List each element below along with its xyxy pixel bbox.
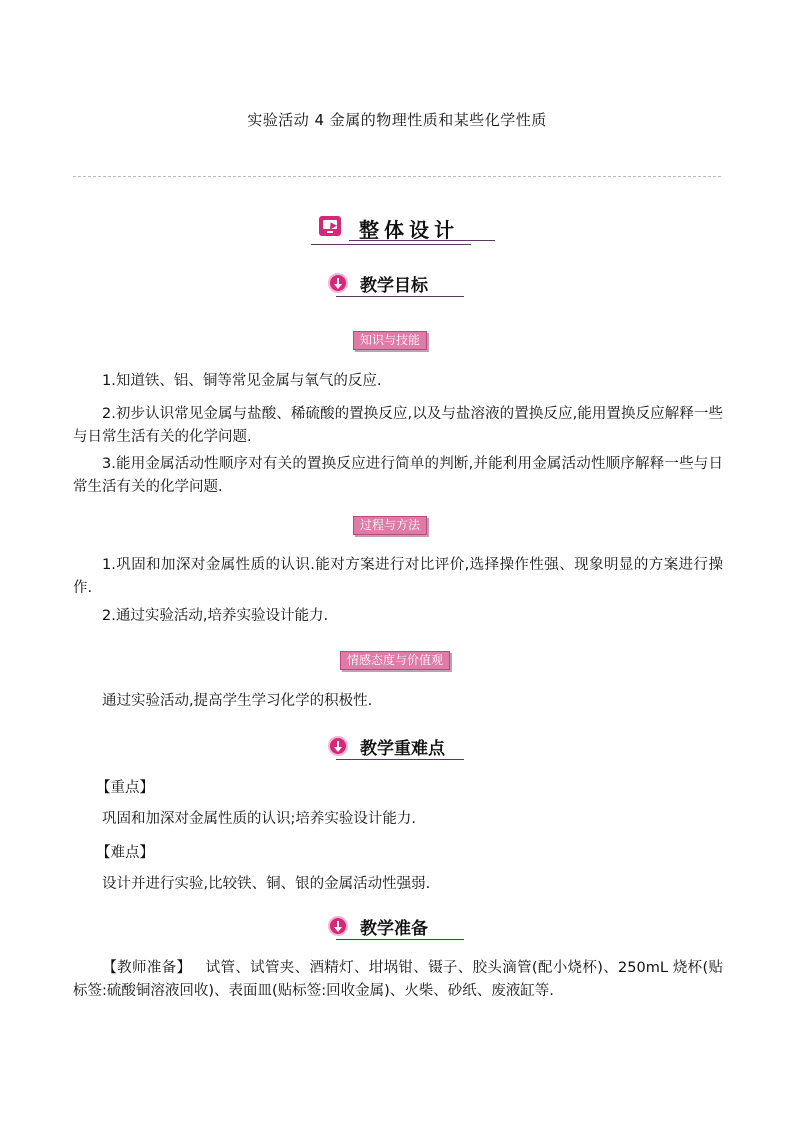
preparation-title: 教学准备 — [360, 919, 428, 939]
knowledge-item-3: 3.能用金属活动性顺序对有关的置换反应进行简单的判断,并能利用金属活动性顺序解释一些与日常生活有关的化学问题. — [73, 456, 723, 495]
key-points-heading — [328, 733, 464, 761]
key-points-title: 教学重难点 — [360, 739, 445, 759]
knowledge-item-2: 2.初步认识常见金属与盐酸、稀硫酸的置换反应,以及与盐溶液的置换反应,能用置换反应解释一些与日常生活有关的化学问题. — [73, 406, 723, 445]
teacher-prep-label: 【教师准备】 — [102, 960, 192, 976]
teacher-prep-text: 试管、试管夹、酒精灯、坩埚钳、镊子、胶头滴管(配小烧杯)、250mL 烧杯(贴标签:硫酸铜溶液回收)、表面皿(贴标签:回收金属)、火柴、砂纸、废液缸等. — [73, 960, 723, 999]
down-arrow-circle-icon — [328, 736, 348, 756]
objectives-heading — [328, 270, 464, 298]
knowledge-skills-tag: 知识与技能 — [353, 331, 427, 350]
monitor-cursor-icon — [319, 216, 341, 236]
process-methods-tag: 过程与方法 — [353, 516, 427, 535]
key-text: 巩固和加深对金属性质的认识;培养实验设计能力. — [102, 811, 416, 827]
process-item-1: 1.巩固和加深对金属性质的认识.能对方案进行对比评价,选择操作性强、现象明显的方案进行操作. — [73, 557, 723, 596]
key-label: 【重点】 — [96, 780, 154, 796]
main-section-title: 整体设计 — [359, 218, 459, 242]
header-divider — [73, 176, 721, 177]
objectives-title: 教学目标 — [360, 276, 428, 296]
teacher-preparation — [73, 957, 723, 1003]
emotion-values-tag: 情感态度与价值观 — [340, 651, 450, 670]
difficult-text: 设计并进行实验,比较铁、铜、银的金属活动性强弱. — [102, 876, 431, 892]
knowledge-item-1: 1.知道铁、铝、铜等常见金属与氧气的反应. — [102, 373, 382, 389]
preparation-heading — [328, 913, 464, 941]
down-arrow-circle-icon — [328, 273, 348, 293]
running-title: 实验活动 4 金属的物理性质和某些化学性质 — [247, 111, 547, 129]
difficult-label: 【难点】 — [96, 845, 154, 861]
emotion-item-1: 通过实验活动,提高学生学习化学的积极性. — [102, 693, 373, 709]
down-arrow-circle-icon — [328, 916, 348, 936]
main-section-heading — [319, 212, 495, 242]
process-item-2: 2.通过实验活动,培养实验设计能力. — [102, 608, 329, 624]
